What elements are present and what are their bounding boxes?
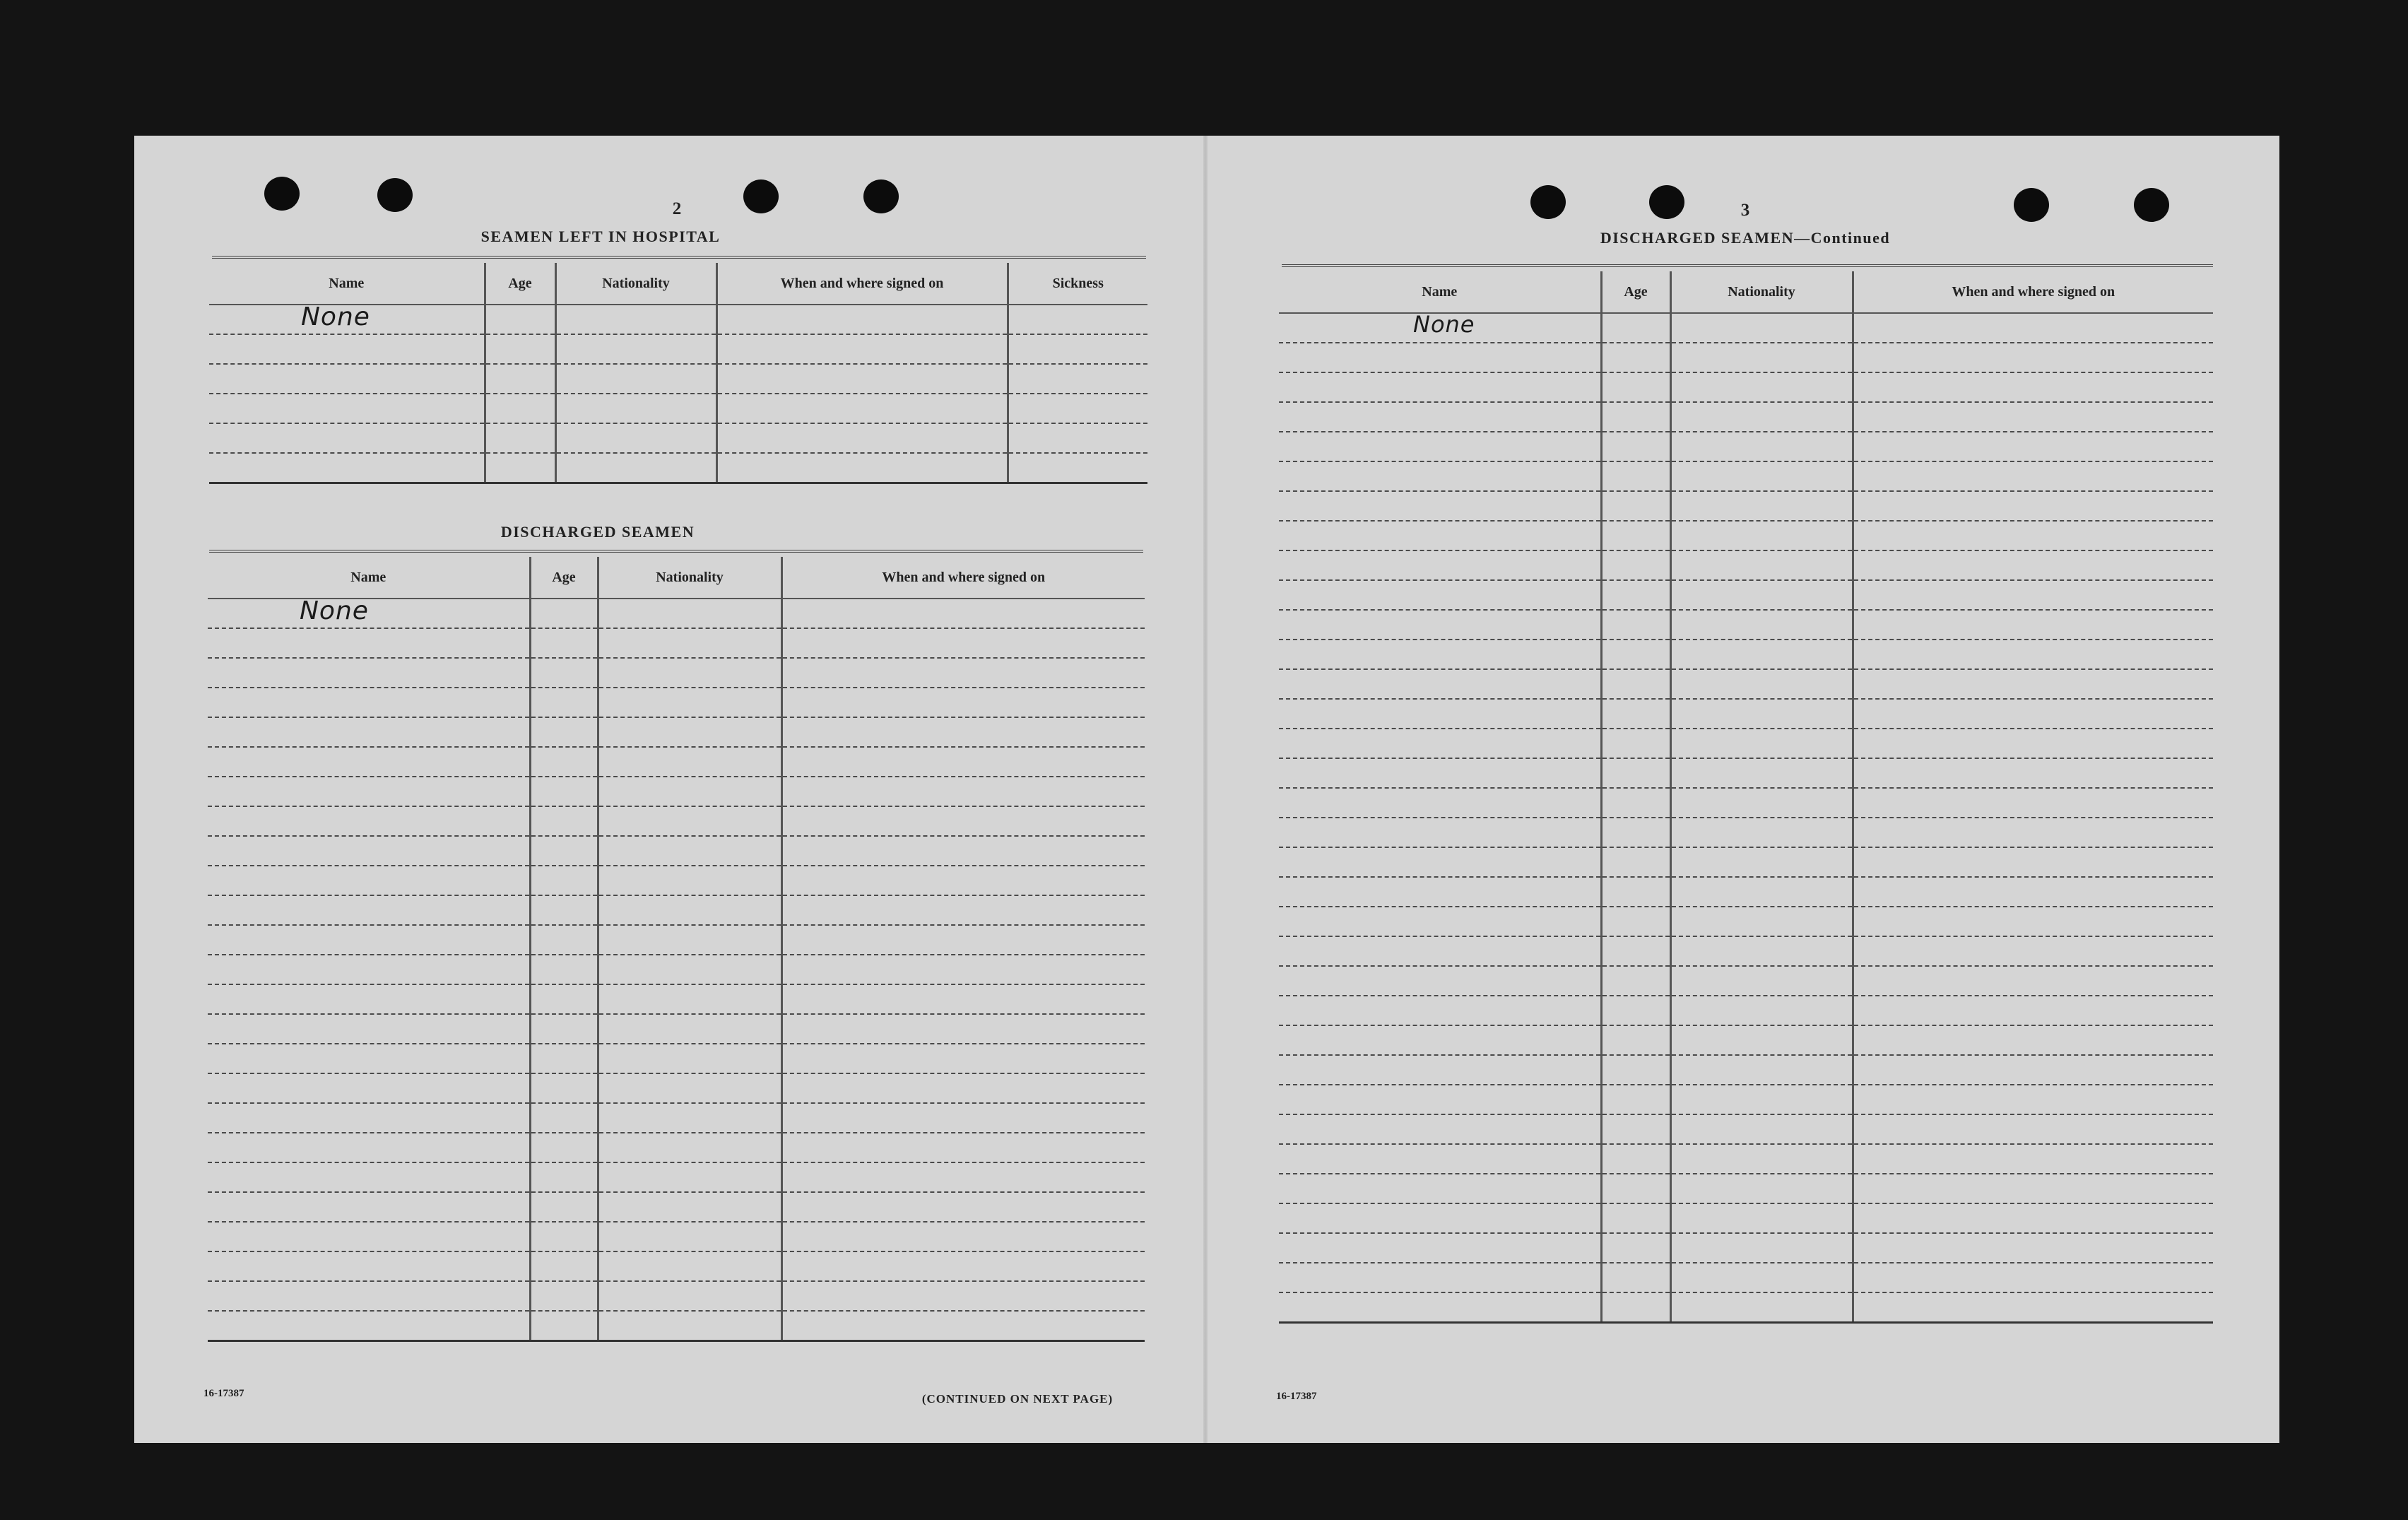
table-row bbox=[1279, 669, 2213, 699]
column-header-nationality: Nationality bbox=[598, 557, 781, 599]
column-header-name: Name bbox=[1279, 271, 1601, 313]
name-cell bbox=[209, 302, 485, 334]
table-row bbox=[208, 658, 1145, 688]
table-row bbox=[1279, 1144, 2213, 1174]
punch-hole bbox=[377, 178, 413, 212]
table-row bbox=[208, 1192, 1145, 1222]
table-row bbox=[1279, 1263, 2213, 1292]
table-row bbox=[208, 1281, 1145, 1311]
name-cell bbox=[1279, 313, 1601, 343]
punch-hole bbox=[2014, 188, 2049, 222]
table-row bbox=[208, 1133, 1145, 1162]
hospital-table bbox=[209, 263, 1147, 484]
table-row bbox=[1279, 907, 2213, 936]
table-row bbox=[208, 1073, 1145, 1103]
table-row bbox=[208, 1311, 1145, 1341]
discharged-continued-table bbox=[1279, 271, 2213, 1324]
column-header-nationality: Nationality bbox=[555, 263, 716, 305]
handwritten-entry: None bbox=[301, 302, 370, 331]
table-row bbox=[1279, 580, 2213, 610]
table-row bbox=[1279, 729, 2213, 758]
table-row bbox=[1279, 313, 2213, 343]
table-row bbox=[208, 1162, 1145, 1192]
table-row bbox=[208, 836, 1145, 866]
table-row bbox=[208, 866, 1145, 895]
form-number-left: 16-17387 bbox=[203, 1388, 244, 1399]
table-row bbox=[1279, 699, 2213, 729]
table-row bbox=[1279, 1292, 2213, 1323]
table-row bbox=[208, 925, 1145, 955]
table-row bbox=[208, 599, 1145, 628]
column-header-signed-on: When and where signed on bbox=[1853, 271, 2213, 313]
table-row bbox=[208, 1251, 1145, 1281]
table-row bbox=[1279, 550, 2213, 580]
table-row bbox=[209, 453, 1147, 483]
table-row bbox=[208, 717, 1145, 747]
table-row bbox=[208, 1014, 1145, 1044]
table-row bbox=[1279, 1233, 2213, 1263]
discharged-continued-title: DISCHARGED SEAMEN—Continued bbox=[1600, 229, 1891, 247]
table-row bbox=[208, 747, 1145, 777]
table-row bbox=[208, 777, 1145, 806]
table-row bbox=[1279, 758, 2213, 788]
column-header-name: Name bbox=[208, 557, 530, 599]
table-header-row bbox=[209, 263, 1147, 305]
manifest-sheet bbox=[134, 136, 2279, 1443]
table-row bbox=[208, 895, 1145, 925]
discharged-top-rule bbox=[209, 550, 1143, 554]
table-row bbox=[208, 688, 1145, 717]
punch-hole bbox=[1530, 185, 1566, 219]
table-row bbox=[1279, 936, 2213, 966]
table-row bbox=[1279, 521, 2213, 550]
column-header-nationality: Nationality bbox=[1670, 271, 1853, 313]
discharged-section-title: DISCHARGED SEAMEN bbox=[500, 523, 695, 541]
right-top-rule bbox=[1282, 264, 2213, 269]
column-header-name: Name bbox=[209, 263, 485, 305]
table-row bbox=[1279, 461, 2213, 491]
table-header-row bbox=[208, 557, 1145, 599]
continued-note: (CONTINUED ON NEXT PAGE) bbox=[921, 1392, 1114, 1406]
table-row bbox=[208, 1103, 1145, 1133]
column-header-age: Age bbox=[485, 263, 555, 305]
table-row bbox=[1279, 402, 2213, 432]
column-header-age: Age bbox=[530, 557, 598, 599]
table-row bbox=[209, 394, 1147, 423]
table-row bbox=[209, 423, 1147, 453]
table-row bbox=[208, 806, 1145, 836]
table-row bbox=[1279, 788, 2213, 818]
table-row bbox=[1279, 966, 2213, 996]
table-row bbox=[209, 334, 1147, 364]
column-header-sickness: Sickness bbox=[1008, 263, 1147, 305]
handwritten-entry: None bbox=[1413, 311, 1475, 338]
table-row bbox=[1279, 610, 2213, 640]
table-row bbox=[1279, 1025, 2213, 1055]
discharged-table bbox=[208, 557, 1145, 1342]
table-row bbox=[208, 1044, 1145, 1073]
table-row bbox=[209, 364, 1147, 394]
hospital-top-rule bbox=[212, 256, 1146, 260]
column-header-age: Age bbox=[1601, 271, 1670, 313]
punch-hole bbox=[1649, 185, 1684, 219]
table-row bbox=[1279, 1114, 2213, 1144]
page-number-right: 3 bbox=[1740, 201, 1750, 220]
table-row bbox=[1279, 1055, 2213, 1085]
punch-hole bbox=[264, 177, 300, 211]
table-row bbox=[208, 955, 1145, 984]
form-number-right: 16-17387 bbox=[1276, 1391, 1317, 1402]
table-row bbox=[208, 1222, 1145, 1251]
table-row bbox=[208, 628, 1145, 658]
table-row bbox=[1279, 818, 2213, 847]
handwritten-entry: None bbox=[300, 596, 369, 625]
column-header-signed-on: When and where signed on bbox=[781, 557, 1145, 599]
column-header-signed-on: When and where signed on bbox=[716, 263, 1008, 305]
table-row bbox=[1279, 343, 2213, 372]
punch-hole bbox=[863, 179, 899, 213]
table-row bbox=[1279, 877, 2213, 907]
table-row bbox=[208, 984, 1145, 1014]
table-row bbox=[1279, 1203, 2213, 1233]
name-cell bbox=[208, 596, 530, 628]
punch-hole bbox=[743, 179, 779, 213]
table-row bbox=[1279, 372, 2213, 402]
page-number-left: 2 bbox=[672, 199, 682, 218]
table-row bbox=[1279, 491, 2213, 521]
table-row bbox=[1279, 640, 2213, 669]
table-row bbox=[1279, 847, 2213, 877]
table-row bbox=[1279, 996, 2213, 1025]
table-row bbox=[1279, 432, 2213, 461]
table-row bbox=[209, 305, 1147, 334]
page-fold bbox=[1203, 136, 1208, 1443]
table-header-row bbox=[1279, 271, 2213, 313]
table-row bbox=[1279, 1085, 2213, 1114]
hospital-section-title: SEAMEN LEFT IN HOSPITAL bbox=[480, 228, 721, 245]
punch-hole bbox=[2134, 188, 2169, 222]
table-row bbox=[1279, 1174, 2213, 1203]
